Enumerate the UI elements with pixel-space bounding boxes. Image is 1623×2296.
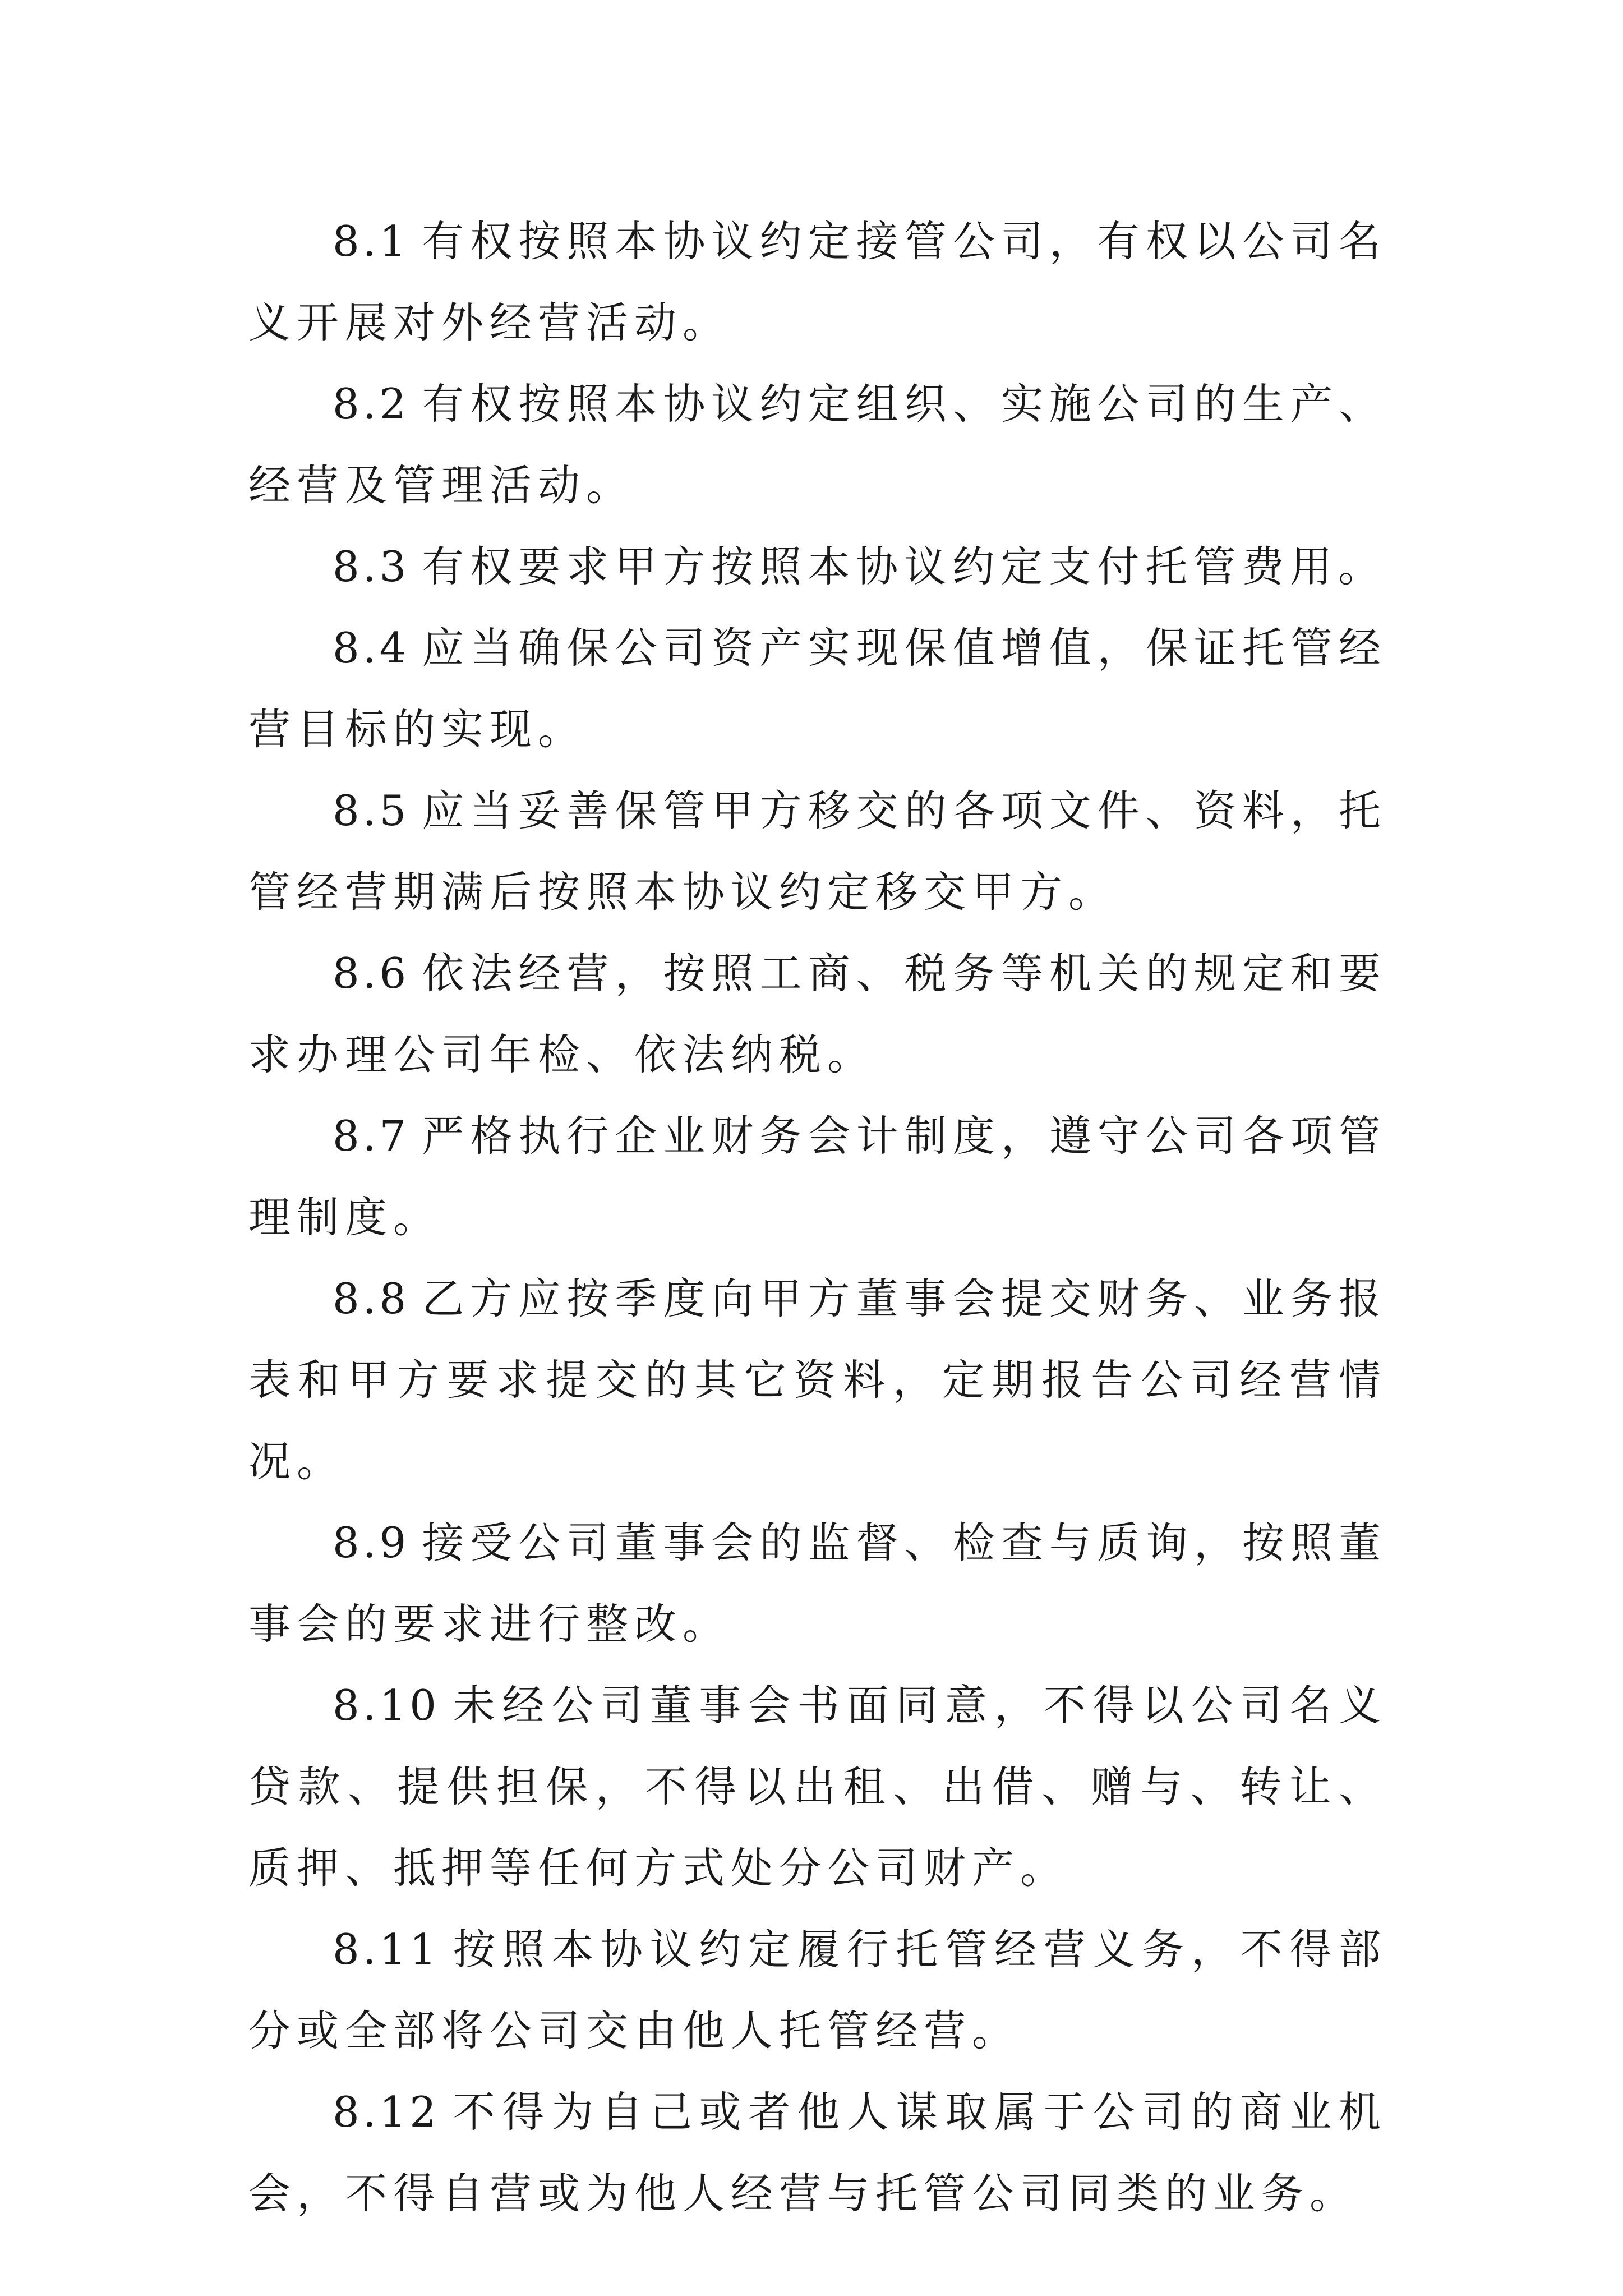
clause-number: 8.9 [333,1518,410,1567]
clause-8-8 [248,1258,1387,1502]
clause-list [248,201,1387,2234]
clause-8-1 [248,201,1387,364]
clause-text: 有权要求甲方按照本协议约定支付托管费用。 [422,542,1387,591]
clause-text: 应当确保公司资产实现保值增值，保证托管经营目标的实现。 [248,623,1387,754]
clause-number: 8.3 [333,542,410,591]
clause-8-2 [248,364,1387,526]
clause-number: 8.5 [333,786,410,835]
clause-number: 8.11 [333,1925,440,1974]
clause-text: 应当妥善保管甲方移交的各项文件、资料，托管经营期满后按照本协议约定移交甲方。 [248,786,1387,917]
clause-number: 8.4 [333,623,410,673]
clause-text: 乙方应按季度向甲方董事会提交财务、业务报表和甲方要求提交的其它资料，定期报告公司经营情况。 [248,1274,1387,1486]
clause-text: 严格执行企业财务会计制度，遵守公司各项管理制度。 [248,1111,1387,1242]
clause-text: 未经公司董事会书面同意，不得以公司名义贷款、提供担保，不得以出租、出借、赠与、转让、质押、抵押等任何方式处分公司财产。 [248,1681,1387,1893]
clause-8-3 [248,526,1387,608]
clause-number: 8.2 [333,379,410,429]
clause-number: 8.12 [333,2087,440,2137]
clause-text: 接受公司董事会的监督、检查与质询，按照董事会的要求进行整改。 [248,1518,1387,1649]
clause-number: 8.8 [333,1274,410,1323]
clause-8-6 [248,933,1387,1096]
clause-number: 8.6 [333,949,410,998]
clause-8-5 [248,770,1387,933]
clause-number: 8.10 [333,1681,440,1730]
clause-8-7 [248,1096,1387,1258]
clause-text: 有权按照本协议约定组织、实施公司的生产、经营及管理活动。 [248,379,1387,510]
clause-8-12 [248,2072,1387,2234]
clause-8-4 [248,608,1387,770]
clause-number: 8.1 [333,217,410,266]
clause-text: 不得为自己或者他人谋取属于公司的商业机会，不得自营或为他人经营与托管公司同类的业务。 [248,2087,1387,2218]
clause-8-9 [248,1502,1387,1665]
clause-text: 按照本协议约定履行托管经营义务，不得部分或全部将公司交由他人托管经营。 [248,1925,1387,2055]
clause-text: 有权按照本协议约定接管公司，有权以公司名义开展对外经营活动。 [248,217,1387,347]
clause-number: 8.7 [333,1111,410,1161]
clause-8-10 [248,1665,1387,1909]
clause-8-11 [248,1909,1387,2072]
clause-text: 依法经营，按照工商、税务等机关的规定和要求办理公司年检、依法纳税。 [248,949,1387,1079]
